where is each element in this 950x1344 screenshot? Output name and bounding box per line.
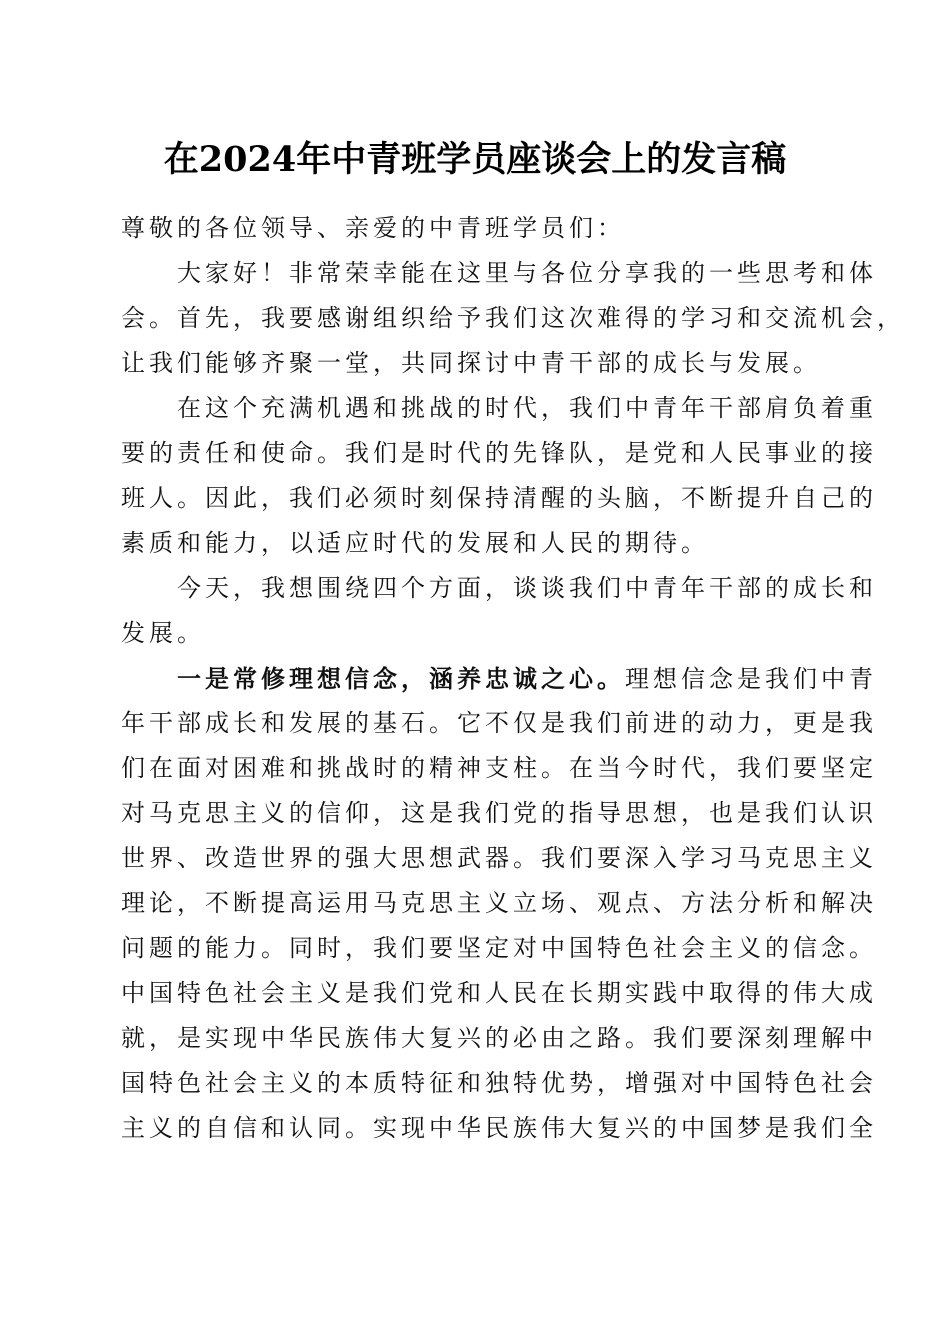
text-line: 世界、改造世界的强大思想武器。我们要深入学习马克思主义 [121,844,877,872]
text-line: 大家好！非常荣幸能在这里与各位分享我的一些思考和体 [177,259,877,287]
document-body [121,206,905,1151]
text-line: 让我们能够齐聚一堂，共同探讨中青干部的成长与发展。 [121,349,821,377]
text-line: 发展。 [121,619,205,647]
text-line: 就，是实现中华民族伟大复兴的必由之路。我们要深刻理解中 [121,1024,877,1052]
text-line: 班人。因此，我们必须时刻保持清醒的头脑，不断提升自己的 [121,484,877,512]
salutation-line: 尊敬的各位领导、亲爱的中青班学员们： [121,214,625,242]
text-line: 们在面对困难和挑战时的精神支柱。在当今时代，我们要坚定 [121,754,877,782]
text-line: 今天，我想围绕四个方面，谈谈我们中青年干部的成长和 [177,574,877,602]
text-line: 理论，不断提高运用马克思主义立场、观点、方法分析和解决 [121,889,877,917]
text-line: 在这个充满机遇和挑战的时代，我们中青年干部肩负着重 [177,394,877,422]
text-line: 要的责任和使命。我们是时代的先锋队，是党和人民事业的接 [121,439,877,467]
text-line: 会。首先，我要感谢组织给予我们这次难得的学习和交流机会， [121,304,905,332]
text-line: 国特色社会主义的本质特征和独特优势，增强对中国特色社会 [121,1069,877,1097]
section-heading-bold: 一是常修理想信念，涵养忠诚之心。 [177,664,625,693]
text-line: 对马克思主义的信仰，这是我们党的指导思想，也是我们认识 [121,799,877,827]
text-line: 主义的自信和认同。实现中华民族伟大复兴的中国梦是我们全 [121,1114,877,1142]
section-heading-line [121,656,877,701]
text-line: 中国特色社会主义是我们党和人民在长期实践中取得的伟大成 [121,979,877,1007]
text-line: 问题的能力。同时，我们要坚定对中国特色社会主义的信念。 [121,934,877,962]
text-line: 年干部成长和发展的基石。它不仅是我们前进的动力，更是我 [121,709,877,737]
text-line: 素质和能力，以适应时代的发展和人民的期待。 [121,529,709,557]
section-heading-rest: 理想信念是我们中青 [625,665,877,693]
document-title: 在2024年中青班学员座谈会上的发言稿 [163,139,787,180]
